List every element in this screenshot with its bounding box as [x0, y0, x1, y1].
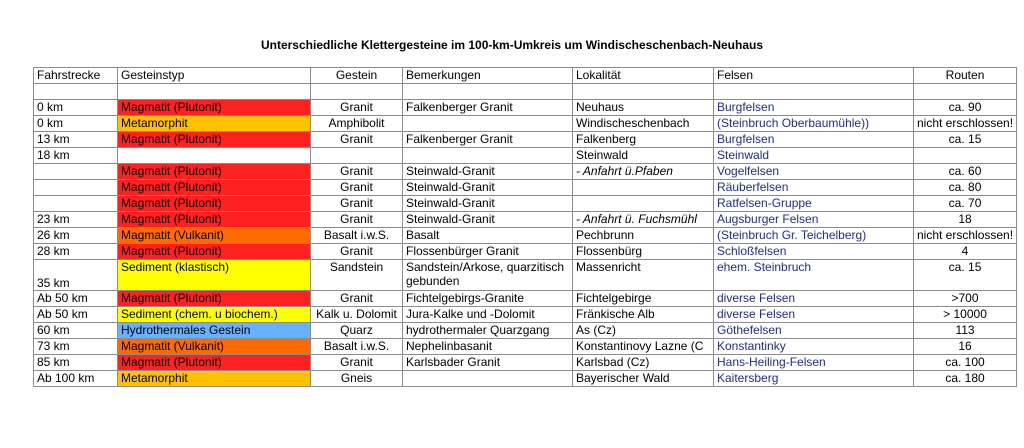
rock-table	[33, 67, 1017, 387]
table-row	[34, 355, 1017, 371]
table-row	[34, 307, 1017, 323]
header-bemerkungen[interactable]: Bemerkungen	[403, 68, 573, 84]
cell-lokalitaet[interactable]: Fränkische Alb	[573, 307, 714, 323]
cell-lokalitaet[interactable]: - Anfahrt ü.Pfaben	[573, 164, 714, 180]
cell-felsen[interactable]: Ratfelsen-Gruppe	[714, 196, 914, 212]
cell-bemerkungen[interactable]: Steinwald-Granit	[403, 212, 573, 228]
cell-fahrstrecke[interactable]: 26 km	[34, 228, 118, 244]
table-row	[34, 260, 1017, 291]
table-row	[34, 323, 1017, 339]
cell-lokalitaet[interactable]	[573, 180, 714, 196]
cell-gestein[interactable]: Granit	[311, 291, 403, 307]
cell-routen[interactable]: > 10000	[914, 307, 1017, 323]
cell-fahrstrecke[interactable]	[34, 180, 118, 196]
table-row	[34, 164, 1017, 180]
cell-felsen[interactable]: (Steinbruch Oberbaumühle))	[714, 116, 914, 132]
cell-felsen[interactable]: Kaitersberg	[714, 371, 914, 387]
cell-gestein[interactable]: Quarz	[311, 323, 403, 339]
table-row	[34, 196, 1017, 212]
cell-bemerkungen[interactable]: Fichtelgebirgs-Granite	[403, 291, 573, 307]
cell-bemerkungen[interactable]: Steinwald-Granit	[403, 164, 573, 180]
cell-felsen[interactable]: Göthefelsen	[714, 323, 914, 339]
cell-lokalitaet[interactable]: Steinwald	[573, 148, 714, 164]
cell-felsen[interactable]: Augsburger Felsen	[714, 212, 914, 228]
header-row	[34, 68, 1017, 84]
cell-routen[interactable]: ca. 180	[914, 371, 1017, 387]
cell-fahrstrecke[interactable]: 0 km	[34, 116, 118, 132]
cell-gesteinstyp[interactable]: Magmatit (Vulkanit)	[118, 339, 311, 355]
cell-bemerkungen[interactable]: Karlsbader Granit	[403, 355, 573, 371]
cell-routen[interactable]: ca. 70	[914, 196, 1017, 212]
cell-fahrstrecke[interactable]: 60 km	[34, 323, 118, 339]
cell-felsen[interactable]: Vogelfelsen	[714, 164, 914, 180]
cell-routen[interactable]: ca. 15	[914, 260, 1017, 291]
cell-fahrstrecke[interactable]: 28 km	[34, 244, 118, 260]
cell-bemerkungen[interactable]: Steinwald-Granit	[403, 180, 573, 196]
cell-lokalitaet[interactable]: Konstantinovy Lazne (C	[573, 339, 714, 355]
cell-lokalitaet[interactable]: Pechbrunn	[573, 228, 714, 244]
cell-gestein[interactable]: Basalt i.w.S.	[311, 339, 403, 355]
table-row	[34, 148, 1017, 164]
cell-gestein[interactable]: Granit	[311, 132, 403, 148]
cell-bemerkungen[interactable]: Falkenberger Granit	[403, 100, 573, 116]
cell-fahrstrecke[interactable]: 23 km	[34, 212, 118, 228]
cell-gesteinstyp[interactable]: Magmatit (Plutonit)	[118, 132, 311, 148]
header-lokalitaet[interactable]: Lokalität	[573, 68, 714, 84]
cell-gesteinstyp[interactable]: Hydrothermales Gestein	[118, 323, 311, 339]
table-row	[34, 116, 1017, 132]
cell-felsen[interactable]: Konstantinky	[714, 339, 914, 355]
cell-gestein[interactable]: Gneis	[311, 371, 403, 387]
cell-fahrstrecke[interactable]: Ab 50 km	[34, 291, 118, 307]
cell-fahrstrecke[interactable]: 13 km	[34, 132, 118, 148]
cell-gestein[interactable]	[311, 84, 403, 100]
cell-fahrstrecke[interactable]	[34, 196, 118, 212]
cell-gestein[interactable]	[311, 148, 403, 164]
cell-felsen[interactable]: (Steinbruch Gr. Teichelberg)	[714, 228, 914, 244]
cell-routen[interactable]: 18	[914, 212, 1017, 228]
table-row	[34, 371, 1017, 387]
cell-felsen[interactable]: diverse Felsen	[714, 291, 914, 307]
cell-routen[interactable]: >700	[914, 291, 1017, 307]
table-row	[34, 84, 1017, 100]
cell-felsen[interactable]: Burgfelsen	[714, 132, 914, 148]
header-gestein[interactable]: Gestein	[311, 68, 403, 84]
header-fahrstrecke[interactable]: Fahrstrecke	[34, 68, 118, 84]
cell-bemerkungen[interactable]	[403, 148, 573, 164]
sheet-title: Unterschiedliche Klettergesteine im 100-km-Umkreis um Windischeschenbach-Neuhaus	[260, 38, 764, 52]
cell-lokalitaet[interactable]: Karlsbad (Cz)	[573, 355, 714, 371]
cell-bemerkungen[interactable]: hydrothermaler Quarzgang	[403, 323, 573, 339]
cell-gesteinstyp[interactable]	[118, 84, 311, 100]
cell-routen[interactable]	[914, 84, 1017, 100]
table-row	[34, 100, 1017, 116]
header-felsen[interactable]: Felsen	[714, 68, 914, 84]
cell-routen[interactable]: ca. 80	[914, 180, 1017, 196]
cell-lokalitaet[interactable]: Fichtelgebirge	[573, 291, 714, 307]
cell-felsen[interactable]: diverse Felsen	[714, 307, 914, 323]
cell-gestein[interactable]: Granit	[311, 196, 403, 212]
header-gesteinstyp[interactable]: Gesteinstyp	[118, 68, 311, 84]
cell-felsen[interactable]: ehem. Steinbruch	[714, 260, 914, 291]
cell-gestein[interactable]: Amphibolit	[311, 116, 403, 132]
cell-lokalitaet[interactable]: - Anfahrt ü. Fuchsmühl	[573, 212, 714, 228]
cell-gesteinstyp[interactable]	[118, 148, 311, 164]
cell-lokalitaet[interactable]: Neuhaus	[573, 100, 714, 116]
cell-gesteinstyp[interactable]: Magmatit (Plutonit)	[118, 180, 311, 196]
cell-gesteinstyp[interactable]: Sediment (chem. u biochem.)	[118, 307, 311, 323]
cell-fahrstrecke[interactable]: Ab 50 km	[34, 307, 118, 323]
cell-bemerkungen[interactable]: Falkenberger Granit	[403, 132, 573, 148]
cell-gesteinstyp[interactable]: Magmatit (Plutonit)	[118, 291, 311, 307]
cell-felsen[interactable]: Steinwald	[714, 148, 914, 164]
cell-lokalitaet[interactable]: Falkenberg	[573, 132, 714, 148]
cell-routen[interactable]: nicht erschlossen!	[914, 228, 1017, 244]
table-row	[34, 180, 1017, 196]
cell-felsen[interactable]: Burgfelsen	[714, 100, 914, 116]
cell-fahrstrecke[interactable]: 73 km	[34, 339, 118, 355]
cell-bemerkungen[interactable]: Sandstein/Arkose, quarzitisch gebunden	[403, 260, 573, 291]
cell-bemerkungen[interactable]	[403, 116, 573, 132]
cell-fahrstrecke[interactable]: 18 km	[34, 148, 118, 164]
cell-lokalitaet[interactable]: As (Cz)	[573, 323, 714, 339]
cell-fahrstrecke[interactable]: Ab 100 km	[34, 371, 118, 387]
cell-routen[interactable]: ca. 100	[914, 355, 1017, 371]
cell-lokalitaet[interactable]: Windischeschenbach	[573, 116, 714, 132]
cell-felsen[interactable]: Räuberfelsen	[714, 180, 914, 196]
cell-gesteinstyp[interactable]: Magmatit (Vulkanit)	[118, 228, 311, 244]
cell-routen[interactable]: 113	[914, 323, 1017, 339]
cell-routen[interactable]: ca. 15	[914, 132, 1017, 148]
table-row	[34, 244, 1017, 260]
header-routen[interactable]: Routen	[914, 68, 1017, 84]
cell-gestein[interactable]: Granit	[311, 212, 403, 228]
cell-fahrstrecke[interactable]: 85 km	[34, 355, 118, 371]
cell-gesteinstyp[interactable]: Sediment (klastisch)	[118, 260, 311, 291]
cell-gestein[interactable]: Kalk u. Dolomit	[311, 307, 403, 323]
table-row	[34, 291, 1017, 307]
cell-fahrstrecke[interactable]: 35 km	[34, 260, 118, 291]
cell-gestein[interactable]: Basalt i.w.S.	[311, 228, 403, 244]
cell-gestein[interactable]: Granit	[311, 100, 403, 116]
cell-lokalitaet[interactable]	[573, 84, 714, 100]
cell-fahrstrecke[interactable]	[34, 164, 118, 180]
cell-lokalitaet[interactable]: Massenricht	[573, 260, 714, 291]
cell-routen[interactable]: nicht erschlossen!	[914, 116, 1017, 132]
cell-bemerkungen[interactable]: Basalt	[403, 228, 573, 244]
cell-gestein[interactable]: Sandstein	[311, 260, 403, 291]
cell-bemerkungen[interactable]: Steinwald-Granit	[403, 196, 573, 212]
table-row	[34, 132, 1017, 148]
cell-bemerkungen[interactable]	[403, 84, 573, 100]
cell-bemerkungen[interactable]: Jura-Kalke und -Dolomit	[403, 307, 573, 323]
cell-bemerkungen[interactable]: Flossenbürger Granit	[403, 244, 573, 260]
cell-bemerkungen[interactable]: Nephelinbasanit	[403, 339, 573, 355]
cell-gesteinstyp[interactable]: Magmatit (Plutonit)	[118, 244, 311, 260]
cell-felsen[interactable]: Hans-Heiling-Felsen	[714, 355, 914, 371]
cell-routen[interactable]: ca. 60	[914, 164, 1017, 180]
cell-routen[interactable]: 16	[914, 339, 1017, 355]
cell-routen[interactable]	[914, 148, 1017, 164]
cell-gestein[interactable]: Granit	[311, 180, 403, 196]
cell-gesteinstyp[interactable]: Magmatit (Plutonit)	[118, 212, 311, 228]
cell-gestein[interactable]: Granit	[311, 164, 403, 180]
cell-fahrstrecke[interactable]	[34, 84, 118, 100]
cell-gesteinstyp[interactable]: Metamorphit	[118, 371, 311, 387]
cell-gesteinstyp[interactable]: Magmatit (Plutonit)	[118, 355, 311, 371]
table-row	[34, 339, 1017, 355]
cell-gestein[interactable]: Granit	[311, 355, 403, 371]
cell-routen[interactable]: 4	[914, 244, 1017, 260]
cell-felsen[interactable]	[714, 84, 914, 100]
cell-gesteinstyp[interactable]: Magmatit (Plutonit)	[118, 164, 311, 180]
cell-bemerkungen[interactable]	[403, 371, 573, 387]
cell-routen[interactable]: ca. 90	[914, 100, 1017, 116]
cell-lokalitaet[interactable]: Flossenbürg	[573, 244, 714, 260]
cell-fahrstrecke[interactable]: 0 km	[34, 100, 118, 116]
table-row	[34, 212, 1017, 228]
cell-lokalitaet[interactable]	[573, 196, 714, 212]
cell-gesteinstyp[interactable]: Metamorphit	[118, 116, 311, 132]
table-row	[34, 228, 1017, 244]
cell-felsen[interactable]: Schloßfelsen	[714, 244, 914, 260]
cell-gesteinstyp[interactable]: Magmatit (Plutonit)	[118, 100, 311, 116]
cell-gestein[interactable]: Granit	[311, 244, 403, 260]
cell-gesteinstyp[interactable]: Magmatit (Plutonit)	[118, 196, 311, 212]
cell-lokalitaet[interactable]: Bayerischer Wald	[573, 371, 714, 387]
